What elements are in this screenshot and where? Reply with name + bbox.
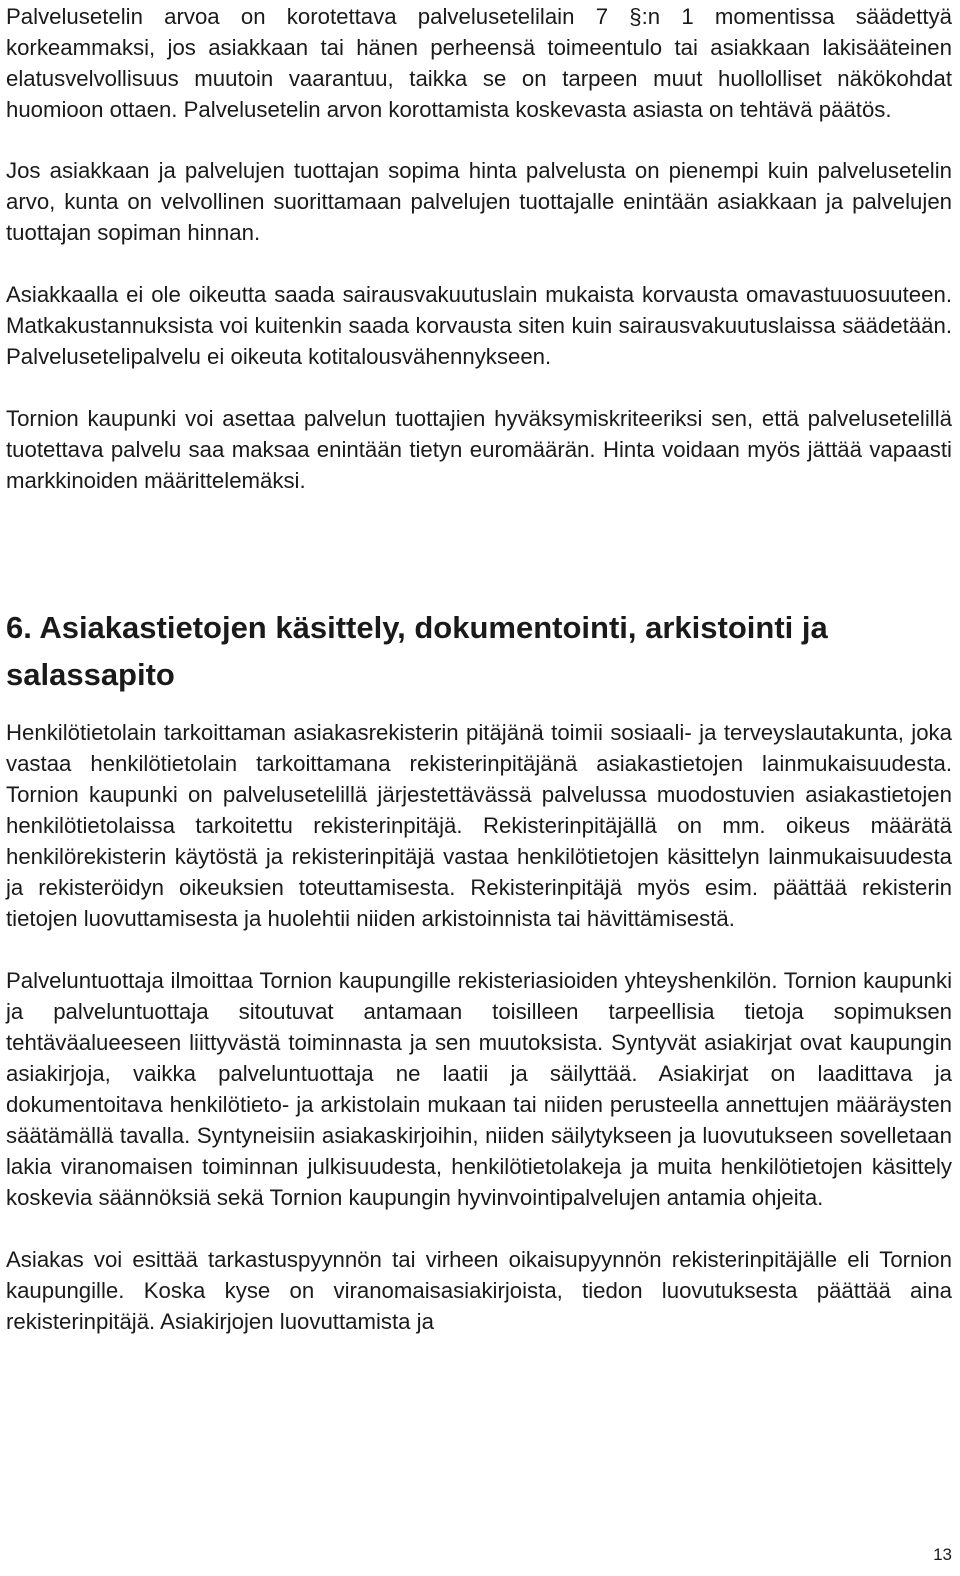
paragraph-registry-keeper: Henkilötietolain tarkoittaman asiakasrekisterin pitäjänä toimii sosiaali- ja terveyslautakunta, joka vastaa henkilötietolain tarkoittamana rekisterinpitäjänä asiakastietojen lainmukaisuudesta. Tornion kaupunki on palvelusetelillä järjestettävässä palvelussa muodostuvien asiakastietojen henkilötietolaissa tarkoitettu rekisterinpitäjä. Rekisterinpitäjällä on mm. oikeus määrätä henkilörekisterin käytöstä ja rekisterinpitäjä vastaa henkilötietojen käsittelyn lainmukaisuudesta ja rekisteröidyn oikeuksien toteuttamisesta. Rekisterinpitäjä myös esim. päättää rekisterin tietojen luovuttamisesta ja huolehtii niiden arkistoinnista tai hävittämisestä. <box>6 720 952 931</box>
paragraph-price-criteria: Tornion kaupunki voi asettaa palvelun tuottajien hyväksymiskriteeriksi sen, että palvelusetelillä tuotettava palvelu saa maksaa enintään tietyn euromäärän. Hinta voidaan myös jättää vapaasti markkinoiden määrittelemäksi. <box>6 406 952 493</box>
paragraph-inspection-request: Asiakas voi esittää tarkastuspyynnön tai virheen oikaisupyynnön rekisterinpitäjälle eli Tornion kaupungille. Koska kyse on viranomaisasiakirjoista, tiedon luovutuksesta päättää aina rekisterinpitäjä. Asiakirjojen luovuttamista ja <box>6 1247 952 1334</box>
paragraph-provider-contact: Palveluntuottaja ilmoittaa Tornion kaupungille rekisteriasioiden yhteyshenkilön. Tornion kaupunki ja palveluntuottaja sitoutuvat antamaan toisilleen tarpeellisia tietoja sopimuksen tehtäväalueeseen liittyvästä toiminnasta ja sen muutoksista. Syntyvät asiakirjat ovat kaupungin asiakirjoja, vaikka palveluntuottaja ne laatii ja säilyttää. Asiakirjat on laadittava ja dokumentoitava henkilötieto- ja arkistolain mukaan tai niiden perusteella annettujen määräysten säätämällä tavalla. Syntyneisiin asiakaskirjoihin, niiden säilytykseen ja luovutukseen sovelletaan lakia viranomaisen toiminnan julkisuudesta, henkilötietolakeja ja muita henkilötietojen käsittely koskevia säännöksiä sekä Tornion kaupungin hyvinvointipalvelujen antamia ohjeita. <box>6 968 952 1210</box>
paragraph-no-compensation: Asiakkaalla ei ole oikeutta saada sairausvakuutuslain mukaista korvausta omavastuuosuuteen. Matkakustannuksista voi kuitenkin saada korvausta siten kuin sairausvakuutuslaissa säädetään. Palvelusetelipalvelu ei oikeuta kotitalousvähennykseen. <box>6 282 952 369</box>
section-heading: 6. Asiakastietojen käsittely, dokumentointi, arkistointi ja salassapito <box>6 610 828 692</box>
paragraph-voucher-increase: Palvelusetelin arvoa on korotettava palvelusetelilain 7 §:n 1 momentissa säädettyä korkeammaksi, jos asiakkaan tai hänen perheensä toimeentulo tai asiakkaan lakisääteinen elatusvelvollisuus muutoin vaarantuu, taikka se on tarpeen muut huollolliset näkökohdat huomioon ottaen. Palvelusetelin arvon korottamista koskevasta asiasta on tehtävä päätös. <box>6 4 952 122</box>
page-number: 13 <box>933 1545 952 1564</box>
document-page <box>6 0 952 1337</box>
paragraph-price-lower: Jos asiakkaan ja palvelujen tuottajan sopima hinta palvelusta on pienempi kuin palvelusetelin arvo, kunta on velvollinen suorittamaan palvelujen tuottajalle enintään asiakkaan ja palvelujen tuottajan sopiman hinnan. <box>6 158 952 245</box>
